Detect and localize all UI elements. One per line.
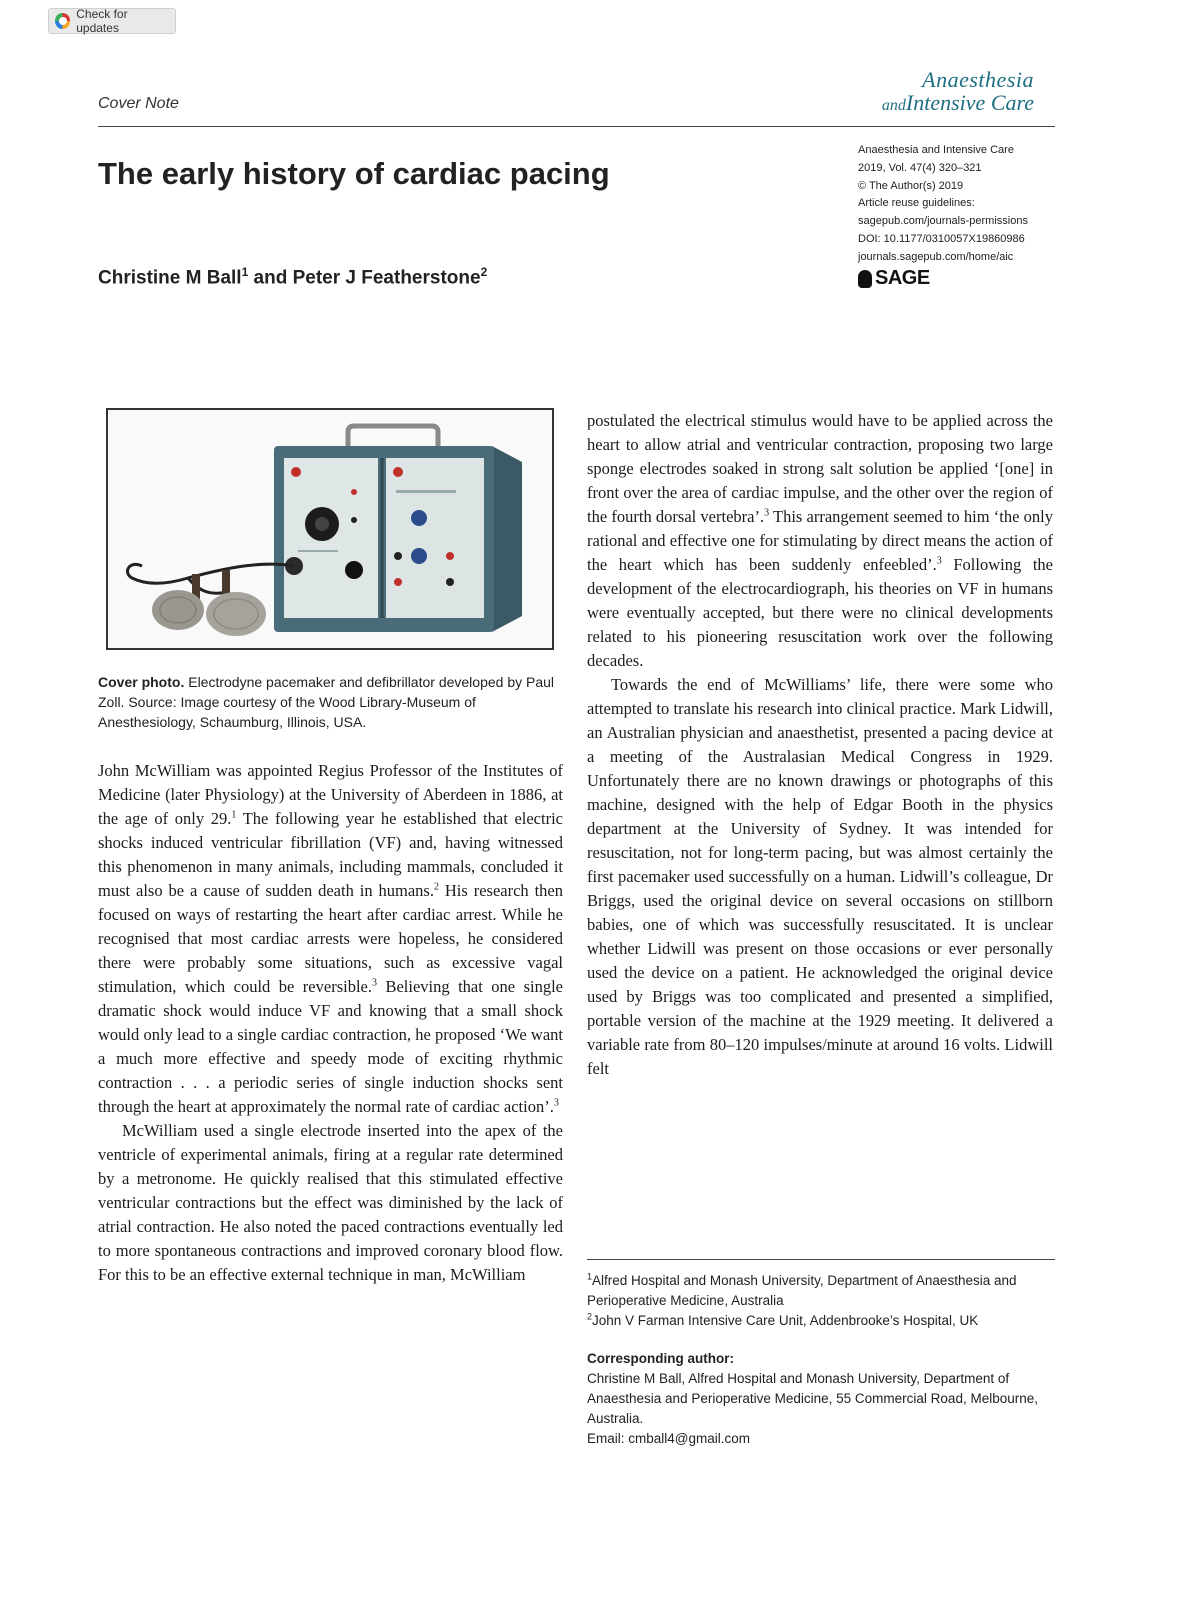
- meta-reuse: Article reuse guidelines:: [858, 197, 975, 210]
- sage-logo-text: SAGE: [875, 266, 930, 289]
- affiliation-text: Alfred Hospital and Monash University, Department of Anaesthesia and Perioperative Medicine, Australia: [587, 1273, 1017, 1308]
- corresponding-author-title: Corresponding author:: [587, 1351, 734, 1366]
- caption-label: Cover photo.: [98, 674, 185, 690]
- check-for-updates-button[interactable]: [48, 8, 176, 34]
- paragraph: McWilliam used a single electrode inserted into the apex of the ventricle of experimental animals, firing at a regular rate determined by a metronome. He quickly realised that this stimulated effective ventricular contractions but the effect was diminished by the lack of atrial contraction. He also noted the paced contractions eventually led to more spontaneous contractions and improved coronary blood flow. For this to be an effective external technique in man, McWilliam: [98, 1121, 563, 1284]
- citation[interactable]: 2: [433, 881, 439, 893]
- check-for-updates-label: Check for updates: [76, 7, 128, 35]
- affiliation-marker: 1: [587, 1271, 593, 1282]
- text-run: This arrangement seemed to him ‘the only rational and effective one for stimulating by direct means the action of the heart which has been suddenly enfeebled’.: [587, 507, 1054, 574]
- red-lamp-left: [291, 467, 301, 477]
- affiliation-marker: 2: [587, 1311, 593, 1322]
- red-lamp-right: [393, 467, 403, 477]
- affiliation-text: John V Farman Intensive Care Unit, Addenbrooke’s Hospital, UK: [592, 1313, 979, 1328]
- cover-photo: [106, 408, 554, 650]
- meta-permissions-link[interactable]: sagepub.com/journals-permissions: [858, 215, 1028, 228]
- citation[interactable]: 1: [231, 809, 237, 821]
- journal-logo-line2: [882, 91, 1034, 115]
- citation[interactable]: 3: [936, 555, 942, 567]
- crossmark-icon: [55, 13, 70, 29]
- footnotes: [587, 1271, 1062, 1449]
- journal-logo-line1: Anaesthesia: [922, 67, 1034, 92]
- sage-mark-icon: [858, 270, 872, 288]
- citation[interactable]: 3: [764, 507, 770, 519]
- meta-volume: 2019, Vol. 47(4) 320–321: [858, 161, 982, 174]
- article-metadata: [858, 142, 1028, 288]
- paragraph: Towards the end of McWilliams’ life, there were some who attempted to translate his research into clinical practice. Mark Lidwill, an Australian physician and anaesthetist, presented a pacing device at a meeting of the Australasian Medical Congress in 1929. Unfortunately there are no known drawings or photographs of this machine, designed with the help of Edgar Booth in the physics department at the University of Sydney. It was intended for resuscitation, not for long-term pacing, but was almost certainly the first pacemaker used successfully on a human. Lidwill’s colleague, Dr Briggs, used the original device on several occasions on stillborn babies, one of which was successfully resuscitated. It is unclear whether Lidwill was present on those occasions or ever personally used the device on a patient. He acknowledged the original device used by Briggs was too complicated and presented a simplified, portable version of the machine at the 1929 meeting. It delivered a variable rate from 80–120 impulses/minute at around 16 volts. Lidwill felt: [587, 675, 1053, 1078]
- meta-copyright: © The Author(s) 2019: [858, 179, 964, 192]
- author-1: Christine M Ball: [98, 267, 242, 289]
- text-run: postulated the electrical stimulus would have to be applied across the heart to allow atrial and ventricular contraction, proposing two large sponge electrodes soaked in strong salt solution be applied ‘[one] in front over the area of cardiac impulse, and the other over the region of the fourth dorsal vertebra’.: [587, 411, 1053, 526]
- affiliation-1: [587, 1271, 1062, 1311]
- corresponding-author-text: Christine M Ball, Alfred Hospital and Monash University, Department of Anaesthesia and Perioperative Medicine, 55 Commercial Road, Melbourne, Australia.: [587, 1371, 1038, 1426]
- meta-journal-link[interactable]: journals.sagepub.com/home/aic: [858, 250, 1014, 263]
- author-2-affiliation: 2: [480, 265, 488, 279]
- journal-logo-and: and: [881, 97, 906, 115]
- text-run: The following year he established that electric shocks induced ventricular fibrillation (VF) and, having witnessed this phenomenon in many animals, including mammals, concluded it must also be a cause of sudden death in humans.: [98, 809, 563, 900]
- blue-knob-2: [411, 548, 427, 564]
- body-left-column: [98, 759, 563, 1287]
- caption-text: Electrodyne pacemaker and defibrillator developed by Paul Zoll. Source: Image courtesy of the Wood Library-Museum of Anesthesiology, Schaumburg, Illinois, USA.: [98, 674, 555, 730]
- citation[interactable]: 3: [553, 1097, 559, 1109]
- author-line: [98, 265, 487, 289]
- author-conjunction: and: [253, 267, 288, 289]
- journal-logo-intensive-care: Intensive Care: [905, 90, 1034, 116]
- meta-doi[interactable]: DOI: 10.1177/0310057X19860986: [858, 232, 1025, 245]
- corresponding-author-email[interactable]: Email: cmball4@gmail.com: [587, 1431, 750, 1446]
- text-run: His research then focused on ways of restarting the heart after cardiac arrest. While he recognised that most cardiac arrests were hopeless, he considered there were probably some situations, such as excessive vagal stimulation, which could be reversible.: [98, 881, 563, 996]
- section-label: Cover Note: [98, 95, 179, 112]
- photo-caption: [98, 672, 562, 732]
- pacemaker-illustration: [108, 410, 552, 648]
- text-run: Believing that one single dramatic shock would induce VF and knowing that a small shock would only lead to a single cardiac contraction, he proposed ‘We want a much more effective and speedy mode of exciting rhythmic contraction . . . a periodic series of single induction shocks sent through the heart at approximately the normal rate of cardiac action’.: [98, 977, 563, 1116]
- article-title: The early history of cardiac pacing: [98, 156, 610, 191]
- header-rule: [98, 126, 1055, 127]
- paragraph: [98, 759, 563, 1119]
- meta-journal: Anaesthesia and Intensive Care: [858, 144, 1014, 156]
- blue-knob-1: [411, 510, 427, 526]
- sage-logo: [858, 266, 1028, 289]
- device-side: [492, 446, 522, 632]
- device-right-panel: [386, 458, 484, 618]
- text-run: John McWilliam was appointed Regius Professor of the Institutes of Medicine (later Physiology) at the University of Aberdeen in 1886, at the age of only 29.: [98, 761, 563, 828]
- body-right-column: [587, 409, 1053, 1081]
- text-run: Following the development of the electrocardiograph, his theories on VF in humans were eventually accepted, but there were no clinical developments related to his pioneering resuscitation work over the following decades.: [587, 555, 1053, 670]
- author-2: Peter J Featherstone: [292, 267, 481, 289]
- journal-logo: [882, 68, 1034, 115]
- affiliation-2: [587, 1311, 1062, 1331]
- author-1-affiliation: 1: [241, 265, 249, 279]
- citation[interactable]: 3: [371, 977, 377, 989]
- footnote-rule: [587, 1259, 1055, 1260]
- paragraph: [587, 409, 1053, 673]
